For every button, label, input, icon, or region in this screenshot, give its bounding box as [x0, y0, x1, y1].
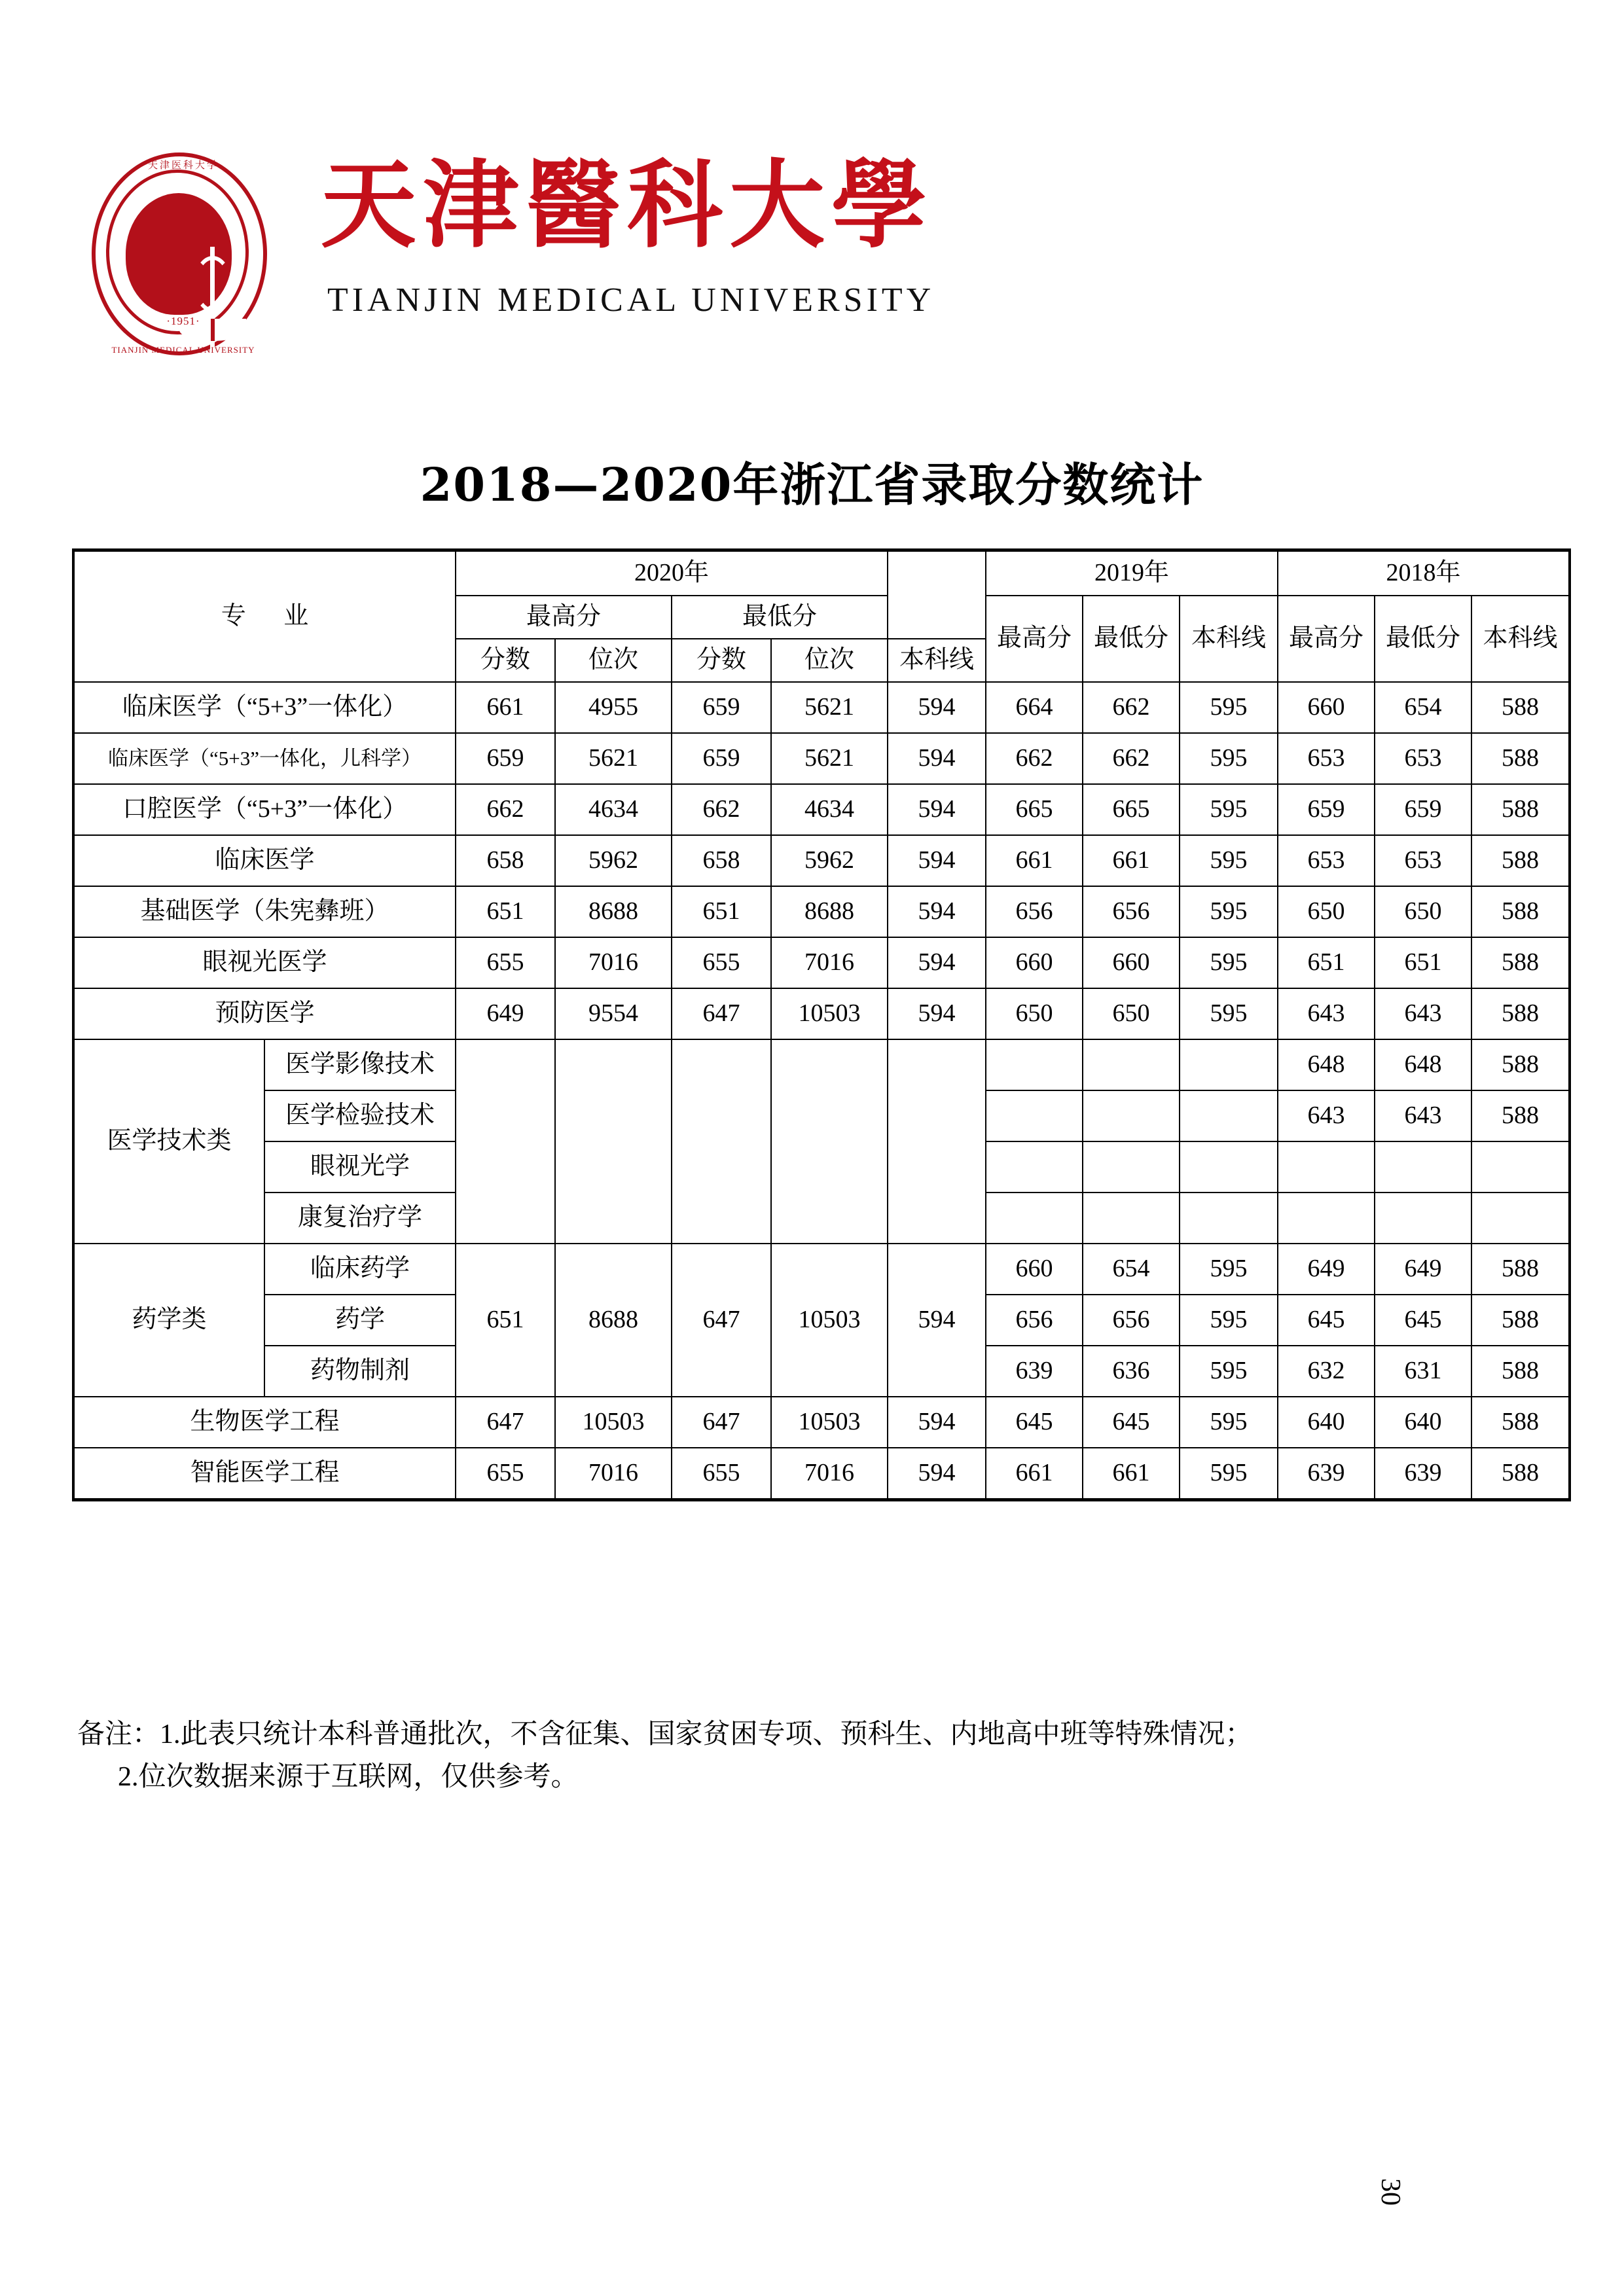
cell-2018-baseline: 588 — [1471, 1039, 1570, 1090]
row-major-name: 临床医学（“5+3”一体化，儿科学） — [73, 733, 456, 784]
sub-major-name: 临床药学 — [264, 1244, 456, 1295]
cell-2020-high-score: 658 — [456, 835, 555, 886]
document-header — [0, 134, 1624, 389]
cell-2019-high — [986, 1193, 1083, 1244]
cell-2020-low-score: 647 — [672, 1397, 771, 1448]
cell-2020-high-rank: 8688 — [555, 886, 672, 937]
cell-2020-high-rank — [555, 1039, 672, 1244]
header-year-2020: 2020年 — [456, 550, 888, 596]
row-major-name: 基础医学（朱宪彝班） — [73, 886, 456, 937]
asclepius-snake-icon — [194, 256, 232, 312]
cell-2020-high-score: 651 — [456, 1244, 555, 1397]
cell-2020-low-rank: 7016 — [771, 937, 888, 988]
cell-2018-low: 643 — [1375, 988, 1471, 1039]
cell-2020-high-rank: 4955 — [555, 682, 672, 733]
cell-2019-low — [1083, 1193, 1180, 1244]
cell-2020-low-rank: 8688 — [771, 886, 888, 937]
cell-2020-low-score: 647 — [672, 988, 771, 1039]
cell-2019-baseline — [1180, 1193, 1278, 1244]
header-2020-high-score: 分数 — [456, 639, 555, 682]
sub-major-name: 药物制剂 — [264, 1346, 456, 1397]
header-2020-baseline-spacer — [888, 550, 986, 639]
cell-2018-low: 639 — [1375, 1448, 1471, 1500]
cell-2019-high: 660 — [986, 937, 1083, 988]
table-footnotes — [77, 1713, 1517, 1799]
cell-2018-low: 645 — [1375, 1295, 1471, 1346]
cell-2020-low-score: 655 — [672, 1448, 771, 1500]
cell-2019-low — [1083, 1141, 1180, 1193]
cell-2019-low: 665 — [1083, 784, 1180, 835]
cell-2018-baseline: 588 — [1471, 1448, 1570, 1500]
cell-2018-high — [1278, 1193, 1375, 1244]
seal-arc-top-text: 天津医科大学 — [147, 160, 219, 171]
cell-2018-low: 654 — [1375, 682, 1471, 733]
cell-2018-low: 643 — [1375, 1090, 1471, 1141]
cell-2018-low: 653 — [1375, 835, 1471, 886]
table-row — [73, 835, 1570, 886]
cell-2019-low: 661 — [1083, 1448, 1180, 1500]
cell-2019-baseline: 595 — [1180, 1397, 1278, 1448]
cell-2018-high: 643 — [1278, 1090, 1375, 1141]
cell-2018-high: 660 — [1278, 682, 1375, 733]
cell-2019-high — [986, 1141, 1083, 1193]
sub-major-name: 医学影像技术 — [264, 1039, 456, 1090]
cell-2020-high-score: 655 — [456, 937, 555, 988]
cell-2019-baseline: 595 — [1180, 1244, 1278, 1295]
cell-2019-baseline: 595 — [1180, 937, 1278, 988]
cell-2020-high-score: 651 — [456, 886, 555, 937]
row-major-name: 生物医学工程 — [73, 1397, 456, 1448]
header-year-2018: 2018年 — [1278, 550, 1570, 596]
cell-2020-high-score — [456, 1039, 555, 1244]
cell-2018-low: 653 — [1375, 733, 1471, 784]
cell-2018-high: 643 — [1278, 988, 1375, 1039]
group-name-medtech: 医学技术类 — [73, 1039, 264, 1244]
row-major-name: 临床医学 — [73, 835, 456, 886]
university-seal-logo — [92, 152, 275, 362]
cell-2018-baseline: 588 — [1471, 1295, 1570, 1346]
cell-2018-baseline: 588 — [1471, 682, 1570, 733]
cell-2019-high: 656 — [986, 886, 1083, 937]
cell-2019-low: 662 — [1083, 682, 1180, 733]
cell-2019-baseline: 595 — [1180, 1346, 1278, 1397]
cell-2020-low-score: 662 — [672, 784, 771, 835]
cell-2020-low-score — [672, 1039, 771, 1244]
header-row-years — [73, 550, 1570, 596]
cell-2019-baseline — [1180, 1090, 1278, 1141]
header-2020-high-rank: 位次 — [555, 639, 672, 682]
cell-2020-low-rank: 5962 — [771, 835, 888, 886]
cell-2019-high — [986, 1090, 1083, 1141]
cell-2018-high: 649 — [1278, 1244, 1375, 1295]
cell-2020-baseline: 594 — [888, 1448, 986, 1500]
cell-2019-low: 660 — [1083, 937, 1180, 988]
cell-2018-high: 645 — [1278, 1295, 1375, 1346]
cell-2018-baseline — [1471, 1141, 1570, 1193]
cell-2020-high-rank: 5962 — [555, 835, 672, 886]
cell-2020-high-rank: 10503 — [555, 1397, 672, 1448]
cell-2018-high: 648 — [1278, 1039, 1375, 1090]
header-2019-lowest: 最低分 — [1083, 596, 1180, 682]
table-row — [73, 1244, 1570, 1295]
cell-2020-high-rank: 4634 — [555, 784, 672, 835]
sub-major-name: 眼视光学 — [264, 1141, 456, 1193]
group-name-pharmacy: 药学类 — [73, 1244, 264, 1397]
cell-2019-high: 661 — [986, 1448, 1083, 1500]
cell-2019-baseline — [1180, 1141, 1278, 1193]
cell-2019-low: 654 — [1083, 1244, 1180, 1295]
cell-2018-high: 653 — [1278, 733, 1375, 784]
cell-2020-low-score: 658 — [672, 835, 771, 886]
cell-2020-low-rank: 4634 — [771, 784, 888, 835]
cell-2020-high-score: 655 — [456, 1448, 555, 1500]
cell-2020-low-score: 647 — [672, 1244, 771, 1397]
cell-2020-high-score: 659 — [456, 733, 555, 784]
seal-founding-year: ·1951· — [166, 315, 200, 327]
cell-2018-low: 659 — [1375, 784, 1471, 835]
cell-2018-baseline: 588 — [1471, 988, 1570, 1039]
header-2018-baseline: 本科线 — [1471, 596, 1570, 682]
cell-2020-baseline: 594 — [888, 988, 986, 1039]
admission-score-table — [72, 548, 1571, 1501]
cell-2018-high: 659 — [1278, 784, 1375, 835]
footnote-line-1: 备注：1.此表只统计本科普通批次，不含征集、国家贫困专项、预科生、内地高中班等特殊情况； — [77, 1719, 1253, 1749]
header-year-2019: 2019年 — [986, 550, 1278, 596]
cell-2020-high-score: 649 — [456, 988, 555, 1039]
cell-2020-baseline: 594 — [888, 1397, 986, 1448]
cell-2018-high — [1278, 1141, 1375, 1193]
cell-2019-low: 662 — [1083, 733, 1180, 784]
cell-2018-low: 651 — [1375, 937, 1471, 988]
cell-2018-low: 649 — [1375, 1244, 1471, 1295]
header-2019-highest: 最高分 — [986, 596, 1083, 682]
cell-2018-baseline: 588 — [1471, 1346, 1570, 1397]
cell-2019-low: 645 — [1083, 1397, 1180, 1448]
table-row — [73, 1397, 1570, 1448]
cell-2020-low-rank: 5621 — [771, 733, 888, 784]
cell-2020-low-rank: 10503 — [771, 988, 888, 1039]
cell-2018-low: 648 — [1375, 1039, 1471, 1090]
cell-2018-baseline: 588 — [1471, 937, 1570, 988]
row-major-name: 眼视光医学 — [73, 937, 456, 988]
cell-2018-high: 640 — [1278, 1397, 1375, 1448]
cell-2018-high: 639 — [1278, 1448, 1375, 1500]
header-major: 专 业 — [73, 550, 456, 683]
cell-2020-low-score: 659 — [672, 682, 771, 733]
cell-2020-low-rank: 7016 — [771, 1448, 888, 1500]
cell-2019-baseline — [1180, 1039, 1278, 1090]
cell-2018-high: 651 — [1278, 937, 1375, 988]
page-title: 2018—2020年浙江省录取分数统计 — [420, 457, 1204, 512]
header-2020-low-score: 分数 — [672, 639, 771, 682]
table-row — [73, 1039, 1570, 1090]
cell-2018-low: 631 — [1375, 1346, 1471, 1397]
cell-2020-high-score: 661 — [456, 682, 555, 733]
header-2020-baseline: 本科线 — [888, 639, 986, 682]
row-major-name: 智能医学工程 — [73, 1448, 456, 1500]
cell-2019-low — [1083, 1090, 1180, 1141]
cell-2020-high-rank: 7016 — [555, 937, 672, 988]
cell-2018-low — [1375, 1193, 1471, 1244]
row-major-name: 临床医学（“5+3”一体化） — [73, 682, 456, 733]
cell-2019-low: 656 — [1083, 886, 1180, 937]
header-2020-lowest: 最低分 — [672, 596, 888, 639]
header-2019-baseline: 本科线 — [1180, 596, 1278, 682]
cell-2019-high: 661 — [986, 835, 1083, 886]
cell-2019-high: 660 — [986, 1244, 1083, 1295]
cell-2020-baseline: 594 — [888, 937, 986, 988]
cell-2019-high: 656 — [986, 1295, 1083, 1346]
cell-2020-high-score: 662 — [456, 784, 555, 835]
cell-2020-low-rank: 10503 — [771, 1397, 888, 1448]
cell-2020-baseline — [888, 1039, 986, 1244]
header-2018-lowest: 最低分 — [1375, 596, 1471, 682]
sub-major-name: 康复治疗学 — [264, 1193, 456, 1244]
row-major-name: 预防医学 — [73, 988, 456, 1039]
table-header — [73, 550, 1570, 683]
table-body — [73, 682, 1570, 1500]
score-table-container — [72, 548, 1558, 1501]
cell-2019-baseline: 595 — [1180, 682, 1278, 733]
cell-2018-baseline — [1471, 1193, 1570, 1244]
cell-2018-baseline: 588 — [1471, 835, 1570, 886]
footnote-line-2: 2.位次数据来源于互联网，仅供参考。 — [118, 1762, 579, 1793]
cell-2018-baseline: 588 — [1471, 1244, 1570, 1295]
cell-2020-baseline: 594 — [888, 1244, 986, 1397]
sub-major-name: 医学检验技术 — [264, 1090, 456, 1141]
brand-name-english: TIANJIN MEDICAL UNIVERSITY — [327, 281, 935, 319]
seal-arc-bottom-text: TIANJIN MEDICAL UNIVERSITY — [111, 345, 255, 355]
sub-major-name: 药学 — [264, 1295, 456, 1346]
header-2020-low-rank: 位次 — [771, 639, 888, 682]
cell-2018-baseline: 588 — [1471, 1397, 1570, 1448]
cell-2020-low-score: 659 — [672, 733, 771, 784]
cell-2019-high: 665 — [986, 784, 1083, 835]
cell-2018-baseline: 588 — [1471, 1090, 1570, 1141]
cell-2019-low: 636 — [1083, 1346, 1180, 1397]
cell-2020-baseline: 594 — [888, 886, 986, 937]
cell-2019-low — [1083, 1039, 1180, 1090]
cell-2019-high: 664 — [986, 682, 1083, 733]
cell-2018-high: 653 — [1278, 835, 1375, 886]
cell-2019-baseline: 595 — [1180, 886, 1278, 937]
cell-2019-low: 661 — [1083, 835, 1180, 886]
cell-2019-baseline: 595 — [1180, 1448, 1278, 1500]
header-2018-highest: 最高分 — [1278, 596, 1375, 682]
cell-2020-high-rank: 5621 — [555, 733, 672, 784]
cell-2018-baseline: 588 — [1471, 733, 1570, 784]
cell-2019-high: 662 — [986, 733, 1083, 784]
cell-2019-baseline: 595 — [1180, 835, 1278, 886]
cell-2020-baseline: 594 — [888, 733, 986, 784]
cell-2018-baseline: 588 — [1471, 886, 1570, 937]
cell-2019-low: 650 — [1083, 988, 1180, 1039]
cell-2018-baseline: 588 — [1471, 784, 1570, 835]
cell-2020-high-rank: 7016 — [555, 1448, 672, 1500]
table-row — [73, 988, 1570, 1039]
cell-2020-low-rank: 10503 — [771, 1244, 888, 1397]
table-row — [73, 1448, 1570, 1500]
cell-2018-low: 640 — [1375, 1397, 1471, 1448]
table-row — [73, 733, 1570, 784]
cell-2019-high: 639 — [986, 1346, 1083, 1397]
cell-2019-baseline: 595 — [1180, 1295, 1278, 1346]
cell-2019-baseline: 595 — [1180, 988, 1278, 1039]
table-row — [73, 886, 1570, 937]
cell-2018-low: 650 — [1375, 886, 1471, 937]
seal-core-shape — [126, 193, 232, 315]
cell-2020-low-rank — [771, 1039, 888, 1244]
table-row — [73, 784, 1570, 835]
cell-2018-high: 650 — [1278, 886, 1375, 937]
cell-2020-low-score: 655 — [672, 937, 771, 988]
cell-2019-baseline: 595 — [1180, 733, 1278, 784]
cell-2020-baseline: 594 — [888, 835, 986, 886]
table-row — [73, 682, 1570, 733]
cell-2020-high-rank: 9554 — [555, 988, 672, 1039]
cell-2020-high-rank: 8688 — [555, 1244, 672, 1397]
cell-2020-baseline: 594 — [888, 784, 986, 835]
cell-2020-low-rank: 5621 — [771, 682, 888, 733]
cell-2020-high-score: 647 — [456, 1397, 555, 1448]
cell-2020-baseline: 594 — [888, 682, 986, 733]
cell-2020-low-score: 651 — [672, 886, 771, 937]
table-row — [73, 937, 1570, 988]
cell-2018-low — [1375, 1141, 1471, 1193]
page-number: 30 — [1375, 2178, 1405, 2206]
cell-2019-baseline: 595 — [1180, 784, 1278, 835]
cell-2019-high: 650 — [986, 988, 1083, 1039]
brand-name-chinese: 天津醫科大學 — [321, 149, 933, 261]
cell-2018-high: 632 — [1278, 1346, 1375, 1397]
cell-2019-low: 656 — [1083, 1295, 1180, 1346]
cell-2019-high — [986, 1039, 1083, 1090]
cell-2019-high: 645 — [986, 1397, 1083, 1448]
header-2020-highest: 最高分 — [456, 596, 672, 639]
row-major-name: 口腔医学（“5+3”一体化） — [73, 784, 456, 835]
